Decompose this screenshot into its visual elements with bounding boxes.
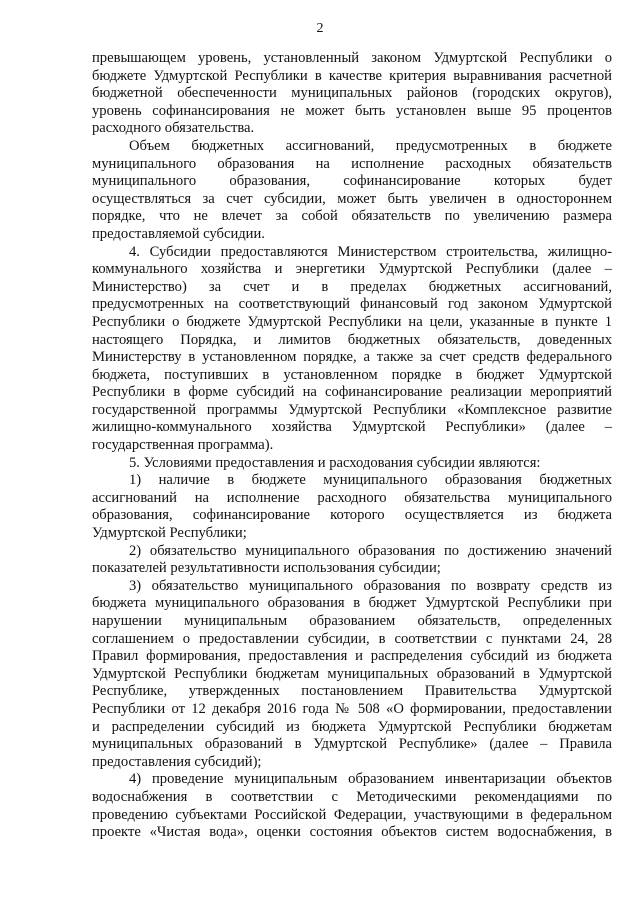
text-line: соглашением о предоставлении субсидии, в соответствии с пунктами 24, 28 (92, 630, 612, 647)
text-line: бюджетной обеспеченности муниципальных районов (городских округов), (92, 85, 612, 102)
text-line: нарушении муниципальным образованием обязательств, определенных (92, 613, 612, 629)
text-line: 4) проведение муниципальным образованием инвентаризации объектов (129, 771, 612, 788)
text-line: превышающем уровень, установленный законом Удмуртской Республики о (92, 50, 612, 66)
text-line: показателей результативности использования субсидии; (92, 560, 441, 577)
text-line: водоснабжения в соответствии с Методическими рекомендациями по (92, 788, 612, 805)
text-line: ассигнований на исполнение расходного обязательства муниципального (92, 489, 612, 506)
text-line: 5. Условиями предоставления и расходования субсидии являются: (129, 454, 541, 471)
text-line: Объем бюджетных ассигнований, предусмотренных в бюджете (129, 137, 612, 154)
text-line: предоставляемой субсидии. (92, 225, 265, 242)
text-line: расходного обязательства. (92, 120, 255, 137)
text-line: коммунального хозяйства и энергетики Удмуртской Республики (далее – (92, 261, 612, 278)
text-line: государственной программы Удмуртской Республики «Комплексное развитие (92, 401, 612, 418)
text-line: осуществляться за счет субсидии, может быть увеличен в одностороннем (92, 190, 612, 207)
text-line: Министерству в установленном порядке, а также за счет средств федерального (92, 349, 612, 366)
text-line: предусмотренных на соответствующий финансовый год законом Удмуртской (92, 296, 612, 313)
text-line: 4. Субсидии предоставляются Министерством строительства, жилищно- (129, 243, 612, 260)
text-line: и распределении субсидий из бюджета Удмуртской Республики бюджетам (92, 718, 612, 735)
text-line: Удмуртской Республики бюджетам муниципальных образований в Удмуртской (92, 665, 612, 682)
text-line: проекте «Чистая вода», оценки состояния объектов систем водоснабжения, в (92, 824, 612, 841)
text-line: уровень софинансирования не может быть установлен выше 95 процентов (92, 102, 612, 119)
text-line: Министерство) за счет и в пределах бюджетных ассигнований, (92, 278, 612, 295)
text-line: 1) наличие в бюджете муниципального образования бюджетных (129, 472, 612, 489)
text-line: настоящего Порядка, и лимитов бюджетных обязательств, доведенных (92, 331, 612, 348)
text-line: муниципальных образований в Удмуртской Республике» (далее – Правила (92, 736, 612, 753)
page-number: 2 (316, 21, 324, 36)
text-line: предоставления субсидий); (92, 753, 262, 770)
text-line: проведению субъектами Российской Федерации, участвующими в федеральном (92, 806, 612, 823)
text-line: бюджета, поступивших в установленном порядке в бюджет Удмуртской (92, 366, 612, 383)
text-line: Удмуртской Республики; (92, 525, 247, 542)
text-line: Республики от 12 декабря 2016 года № 508 «О формировании, предоставлении (92, 700, 612, 717)
text-line: бюджете Удмуртской Республики в качестве критерия выравнивания расчетной (92, 67, 612, 84)
text-line: государственная программа). (92, 437, 274, 454)
text-line: Республики в форме субсидий на софинансирование реализации мероприятий (92, 384, 612, 401)
text-line: 3) обязательство муниципального образования по возврату средств из (129, 577, 612, 594)
text-line: муниципального образования на исполнение расходных обязательств (92, 155, 612, 172)
text-line: 2) обязательство муниципального образования по достижению значений (129, 542, 612, 559)
text-line: жилищно-коммунального хозяйства Удмуртской Республики» (далее – (92, 419, 612, 436)
text-line: образования, софинансирование которого осуществляется из бюджета (92, 507, 612, 524)
text-line: Республики о бюджете Удмуртской Республики на цели, указанные в пункте 1 (92, 313, 612, 330)
text-line: порядке, что не влечет за собой обязательств по увеличению размера (92, 208, 612, 225)
text-line: Республике, утвержденных постановлением Правительства Удмуртской (92, 683, 612, 700)
document-body (92, 50, 612, 842)
text-line: бюджета муниципального образования в бюджет Удмуртской Республики при (92, 595, 612, 612)
text-line: Правил формирования, предоставления и распределения субсидий из бюджета (92, 648, 612, 665)
text-line: муниципального образования, софинансирование которых будет (92, 173, 612, 190)
